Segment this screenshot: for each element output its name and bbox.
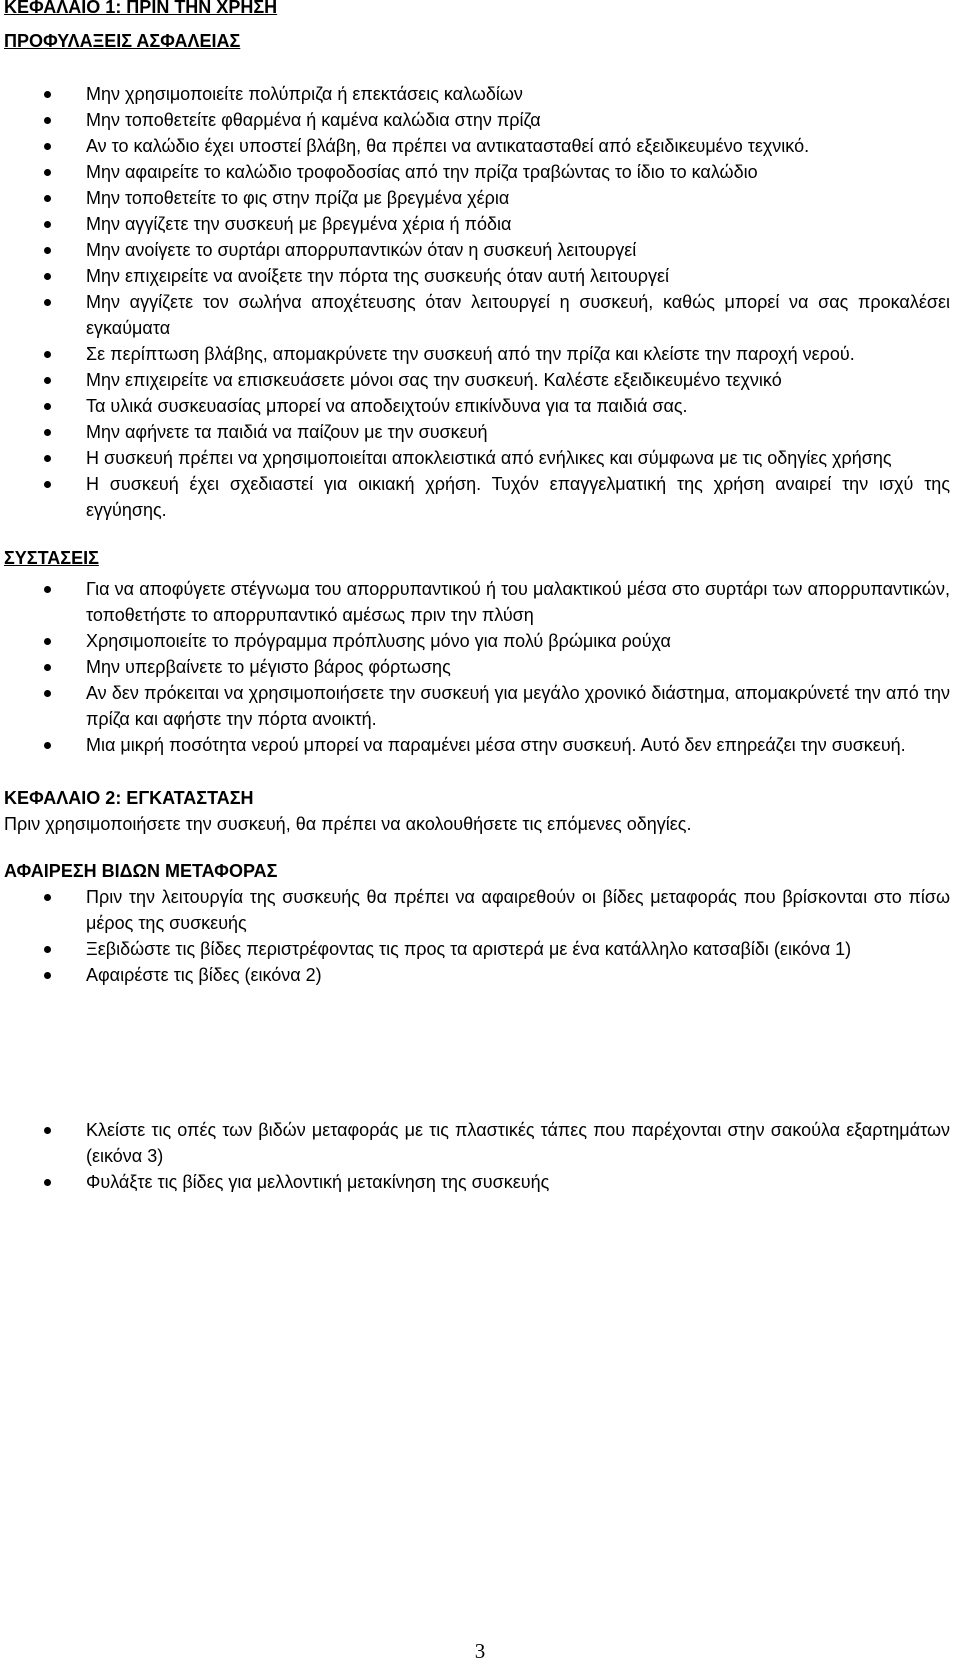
bullet-icon <box>44 195 51 202</box>
manual-page <box>4 0 952 1195</box>
bullet-icon <box>44 273 51 280</box>
bullet-icon <box>44 221 51 228</box>
list-item: Μην αγγίζετε την συσκευή με βρεγμένα χέρια ή πόδια <box>4 211 952 237</box>
recommendations-title: ΣΥΣΤΑΣΕΙΣ <box>4 548 99 568</box>
list-item: Μην υπερβαίνετε το μέγιστο βάρος φόρτωσης <box>4 654 952 680</box>
safety-precautions-list <box>4 81 952 523</box>
chapter-2-title: ΚΕΦΑΛΑΙΟ 2: ΕΓΚΑΤΑΣΤΑΣΗ <box>4 788 254 808</box>
list-item: Μην αγγίζετε τον σωλήνα αποχέτευσης όταν λειτουργεί η συσκευή, καθώς μπορεί να σας προκαλέσει εγκαύματα <box>4 289 952 341</box>
list-item: Τα υλικά συσκευασίας μπορεί να αποδειχτούν επικίνδυνα για τα παιδιά σας. <box>4 393 952 419</box>
bullet-icon <box>44 117 51 124</box>
transport-bolts-steps-continued <box>4 1117 952 1195</box>
list-item: Ξεβιδώστε τις βίδες περιστρέφοντας τις προς τα αριστερά με ένα κατάλληλο κατσαβίδι (εικόνα 1) <box>4 936 952 962</box>
bullet-icon <box>44 586 51 593</box>
page-number: 3 <box>474 1639 486 1663</box>
bullet-icon <box>44 894 51 901</box>
bullet-icon <box>44 299 51 306</box>
bullet-icon <box>44 972 51 979</box>
list-item: Μην τοποθετείτε φθαρμένα ή καμένα καλώδια στην πρίζα <box>4 107 952 133</box>
installation-intro: Πριν χρησιμοποιήσετε την συσκευή, θα πρέπει να ακολουθήσετε τις επόμενες οδηγίες. <box>4 814 692 834</box>
list-item: Η συσκευή έχει σχεδιαστεί για οικιακή χρήση. Τυχόν επαγγελματική της χρήση αναιρεί την ισχύ της εγγύησης. <box>4 471 952 523</box>
list-item: Αν δεν πρόκειται να χρησιμοποιήσετε την συσκευή για μεγάλο χρονικό διάστημα, απομακρύνετέ την από την πρίζα και αφήστε την πόρτα ανοικτή. <box>4 680 952 732</box>
list-item: Σε περίπτωση βλάβης, απομακρύνετε την συσκευή από την πρίζα και κλείστε την παροχή νερού. <box>4 341 952 367</box>
bullet-icon <box>44 91 51 98</box>
bullet-icon <box>44 169 51 176</box>
list-item: Φυλάξτε τις βίδες για μελλοντική μετακίνηση της συσκευής <box>4 1169 952 1195</box>
bullet-icon <box>44 481 51 488</box>
bullet-icon <box>44 143 51 150</box>
list-item: Μην επιχειρείτε να επισκευάσετε μόνοι σας την συσκευή. Καλέστε εξειδικευμένο τεχνικό <box>4 367 952 393</box>
list-item: Η συσκευή πρέπει να χρησιμοποιείται αποκλειστικά από ενήλικες και σύμφωνα με τις οδηγίες χρήσης <box>4 445 952 471</box>
bullet-icon <box>44 351 51 358</box>
list-item: Μην αφαιρείτε το καλώδιο τροφοδοσίας από την πρίζα τραβώντας το ίδιο το καλώδιο <box>4 159 952 185</box>
bullet-icon <box>44 664 51 671</box>
bullet-icon <box>44 247 51 254</box>
transport-bolts-steps <box>4 884 952 988</box>
list-item: Για να αποφύγετε στέγνωμα του απορρυπαντικού ή του μαλακτικού μέσα στο συρτάρι των απορρυπαντικών, τοποθετήστε το απορρυπαντικό αμέσως πριν την πλύση <box>4 576 952 628</box>
bullet-icon <box>44 377 51 384</box>
bullet-icon <box>44 429 51 436</box>
list-item: Χρησιμοποιείτε το πρόγραμμα πρόπλυσης μόνο για πολύ βρώμικα ρούχα <box>4 628 952 654</box>
bullet-icon <box>44 690 51 697</box>
bullet-icon <box>44 403 51 410</box>
list-item: Μην ανοίγετε το συρτάρι απορρυπαντικών όταν η συσκευή λειτουργεί <box>4 237 952 263</box>
list-item: Πριν την λειτουργία της συσκευής θα πρέπει να αφαιρεθούν οι βίδες μεταφοράς που βρίσκονται στο πίσω μέρος της συσκευής <box>4 884 952 936</box>
list-item: Μην αφήνετε τα παιδιά να παίζουν με την συσκευή <box>4 419 952 445</box>
recommendations-list <box>4 576 952 758</box>
list-item: Μην χρησιμοποιείτε πολύπριζα ή επεκτάσεις καλωδίων <box>4 81 952 107</box>
safety-precautions-title: ΠΡΟΦΥΛΑΞΕΙΣ ΑΣΦΑΛΕΙΑΣ <box>4 31 241 51</box>
list-item: Μια μικρή ποσότητα νερού μπορεί να παραμένει μέσα στην συσκευή. Αυτό δεν επηρεάζει την συσκευή. <box>4 732 952 758</box>
chapter-1-title: ΚΕΦΑΛΑΙΟ 1: ΠΡΙΝ ΤΗΝ ΧΡΗΣΗ <box>4 0 278 17</box>
list-item: Αφαιρέστε τις βίδες (εικόνα 2) <box>4 962 952 988</box>
list-item: Μην τοποθετείτε το φις στην πρίζα με βρεγμένα χέρια <box>4 185 952 211</box>
bullet-icon <box>44 455 51 462</box>
bullet-icon <box>44 1179 51 1186</box>
bullet-icon <box>44 638 51 645</box>
bullet-icon <box>44 1127 51 1134</box>
transport-bolts-title: ΑΦΑΙΡΕΣΗ ΒΙΔΩΝ ΜΕΤΑΦΟΡΑΣ <box>4 861 278 881</box>
list-item: Κλείστε τις οπές των βιδών μεταφοράς με τις πλαστικές τάπες που παρέχονται στην σακούλα εξαρτημάτων (εικόνα 3) <box>4 1117 952 1169</box>
bullet-icon <box>44 742 51 749</box>
list-item: Αν το καλώδιο έχει υποστεί βλάβη, θα πρέπει να αντικατασταθεί από εξειδικευμένο τεχνικό. <box>4 133 952 159</box>
list-item: Μην επιχειρείτε να ανοίξετε την πόρτα της συσκευής όταν αυτή λειτουργεί <box>4 263 952 289</box>
bullet-icon <box>44 946 51 953</box>
